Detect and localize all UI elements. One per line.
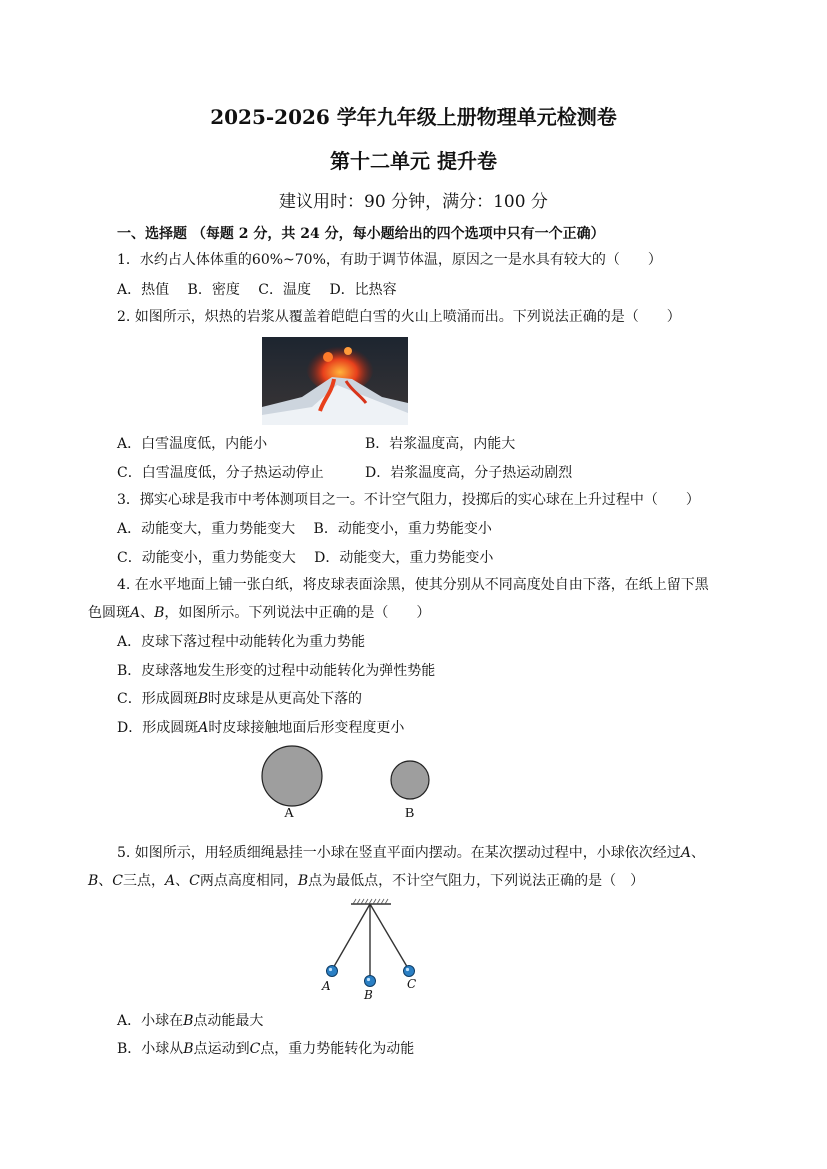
question-2-option-c: C．白雪温度低，分子热运动停止 — [117, 465, 324, 481]
spot-label-a: A — [284, 806, 295, 821]
ball-b — [365, 976, 376, 987]
time-info: 建议用时：90 分钟，满分：100 分 — [279, 192, 548, 212]
question-5-option-b: B．小球从B点运动到C点，重力势能转化为动能 — [117, 1041, 415, 1057]
question-5-stem-line1: 5. 如图所示，用轻质细绳悬挂一小球在竖直平面内摆动。在某次摆动过程中，小球依次经过A、 — [117, 845, 705, 861]
spot-label-b: B — [405, 806, 415, 821]
question-1-stem: 1．水约占人体体重的60%~70%，有助于调节体温，原因之一是水具有较大的（ ） — [117, 252, 662, 268]
spot-b — [391, 761, 429, 799]
question-4-option-c: C．形成圆斑B时皮球是从更高处下落的 — [117, 691, 363, 707]
exam-title: 2025-2026 学年九年级上册物理单元检测卷 — [210, 105, 617, 129]
question-3-options-row1: A．动能变大，重力势能变大 B．动能变小，重力势能变小 — [117, 521, 492, 537]
question-2-option-b: B．岩浆温度高，内能大 — [365, 436, 516, 452]
question-4-option-d: D．形成圆斑A时皮球接触地面后形变程度更小 — [117, 720, 405, 736]
section-heading: 一、选择题 （每题 2 分，共 24 分，每小题给出的四个选项中只有一个正确） — [117, 226, 605, 242]
question-2-option-a: A．白雪温度低，内能小 — [117, 436, 268, 452]
question-2-option-d: D．岩浆温度高，分子热运动剧烈 — [365, 465, 573, 481]
ball-a — [327, 966, 338, 977]
question-1-options: A．热值 B．密度 C．温度 D．比热容 — [117, 282, 397, 298]
ball-label-b: B — [364, 988, 373, 1002]
question-3-stem: 3．掷实心球是我市中考体测项目之一。不计空气阻力，投掷后的实心球在上升过程中（ ） — [117, 492, 700, 508]
unit-subtitle: 第十二单元 提升卷 — [330, 149, 497, 173]
question-3-options-row2: C．动能变小，重力势能变大 D．动能变大，重力势能变小 — [117, 550, 494, 566]
question-4-option-a: A．皮球下落过程中动能转化为重力势能 — [117, 634, 366, 650]
question-4-stem-line2: 色圆斑A、B，如图所示。下列说法中正确的是（ ） — [88, 605, 431, 621]
question-2-stem: 2. 如图所示，炽热的岩浆从覆盖着皑皑白雪的火山上喷涌而出。下列说法正确的是（ ） — [117, 309, 681, 325]
volcano-image — [262, 337, 408, 425]
question-4-option-b: B．皮球落地发生形变的过程中动能转化为弹性势能 — [117, 663, 436, 679]
question-5-stem-line2: B、C三点，A、C两点高度相同，B点为最低点，不计空气阻力，下列说法正确的是（ ） — [88, 873, 645, 889]
ball-c — [404, 966, 415, 977]
ball-label-a: A — [322, 979, 331, 993]
question-4-stem-line1: 4. 在水平地面上铺一张白纸，将皮球表面涂黑，使其分别从不同高度处自由下落，在纸上留下黑 — [117, 577, 709, 593]
ball-label-c: C — [407, 977, 417, 991]
spot-a — [262, 746, 322, 806]
question-5-option-a: A．小球在B点动能最大 — [117, 1013, 264, 1029]
